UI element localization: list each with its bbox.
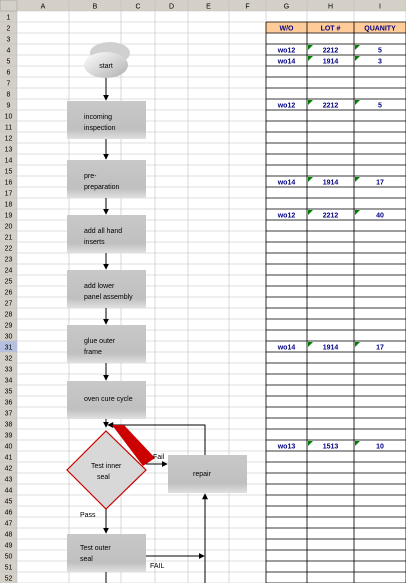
process-label: Test outer <box>80 545 111 552</box>
process-label: oven cure cycle <box>84 396 133 403</box>
cell-indicator-qty <box>355 342 360 347</box>
table-header-1: LOT # <box>320 25 341 33</box>
cell-indicator-lot <box>308 177 313 182</box>
cell-indicator-qty <box>355 210 360 215</box>
cell-indicator-lot <box>308 210 313 215</box>
row-header-39: 39 <box>4 432 13 440</box>
row-header-8: 8 <box>6 91 11 99</box>
row-header-24: 24 <box>4 267 13 275</box>
cell-lot: 2212 <box>322 47 339 55</box>
row-header-25: 25 <box>4 278 13 286</box>
process-box-test-outer[interactable] <box>67 534 146 572</box>
row-header-36: 36 <box>4 399 13 407</box>
row-header-15: 15 <box>4 168 13 176</box>
row-header-46: 46 <box>4 509 13 517</box>
cell-indicator-qty <box>355 177 360 182</box>
row-header-31: 31 <box>4 344 13 352</box>
column-header-A: A <box>40 3 46 11</box>
column-header-I: I <box>379 3 381 11</box>
cell-lot: 1513 <box>322 443 339 451</box>
repair-label: repair <box>193 471 211 478</box>
process-label: pre- <box>84 173 97 180</box>
row-header-13: 13 <box>4 146 13 154</box>
cell-qty: 5 <box>378 47 382 55</box>
row-header-22: 22 <box>4 245 13 253</box>
row-header-43: 43 <box>4 476 13 484</box>
fail-label: Fail <box>153 454 165 461</box>
row-header-20: 20 <box>4 223 13 231</box>
row-header-2: 2 <box>6 25 11 33</box>
process-label: preparation <box>84 184 120 191</box>
decision-label: Test inner <box>91 463 122 470</box>
row-header-6: 6 <box>6 69 11 77</box>
cell-indicator-lot <box>308 342 313 347</box>
process-label: panel assembly <box>84 294 133 301</box>
row-header-14: 14 <box>4 157 13 165</box>
decision-label: seal <box>97 474 110 481</box>
column-header-H: H <box>327 3 334 11</box>
row-header-19: 19 <box>4 212 13 220</box>
row-header-34: 34 <box>4 377 13 385</box>
process-label: inspection <box>84 125 116 132</box>
column-header-D: D <box>168 3 175 11</box>
pass-label: Pass <box>80 512 96 519</box>
process-label: seal <box>80 556 93 563</box>
row-header-32: 32 <box>4 355 13 363</box>
row-header-45: 45 <box>4 498 13 506</box>
select-all-corner[interactable] <box>0 0 17 11</box>
cell-wo: wo12 <box>277 47 296 55</box>
row-header-26: 26 <box>4 289 13 297</box>
row-header-11: 11 <box>4 124 13 132</box>
cell-indicator-lot <box>308 56 313 61</box>
cell-qty: 17 <box>376 344 384 352</box>
start-label: start <box>99 63 113 70</box>
row-header-37: 37 <box>4 410 13 418</box>
cell-qty: 17 <box>376 179 384 187</box>
row-header-38: 38 <box>4 421 13 429</box>
row-header-18: 18 <box>4 201 13 209</box>
row-header-49: 49 <box>4 542 13 550</box>
row-header-9: 9 <box>6 102 11 110</box>
row-header-17: 17 <box>4 190 13 198</box>
cell-lot: 2212 <box>322 102 339 110</box>
cell-wo: wo13 <box>277 443 296 451</box>
row-header-42: 42 <box>4 465 13 473</box>
cell-indicator-qty <box>355 45 360 50</box>
row-header-3: 3 <box>6 36 11 44</box>
table-header-2: QUANITY <box>364 25 396 33</box>
row-header-44: 44 <box>4 487 13 495</box>
column-header-E: E <box>206 3 211 11</box>
process-label: incoming <box>84 114 113 121</box>
cell-indicator-qty <box>355 441 360 446</box>
table-header-0: W/O <box>279 25 294 33</box>
row-header-23: 23 <box>4 256 13 264</box>
row-header-41: 41 <box>4 454 13 462</box>
row-header-12: 12 <box>4 135 13 143</box>
row-header-51: 51 <box>4 564 13 572</box>
row-header-40: 40 <box>4 443 13 451</box>
column-header-C: C <box>135 3 141 11</box>
row-header-50: 50 <box>4 553 13 561</box>
row-header-5: 5 <box>6 58 11 66</box>
cell-qty: 10 <box>376 443 384 451</box>
row-header-47: 47 <box>4 520 13 528</box>
cell-indicator-lot <box>308 100 313 105</box>
row-header-35: 35 <box>4 388 13 396</box>
row-header-4: 4 <box>6 47 11 55</box>
cell-wo: wo14 <box>277 58 296 66</box>
process-label: add all hand <box>84 228 123 235</box>
cell-qty: 40 <box>376 212 384 220</box>
cell-lot: 1914 <box>322 179 339 187</box>
row-header-10: 10 <box>4 113 13 121</box>
cell-qty: 3 <box>378 58 382 66</box>
row-header-52: 52 <box>4 575 13 583</box>
row-header-33: 33 <box>4 366 13 374</box>
row-header-1: 1 <box>6 14 11 22</box>
cell-indicator-lot <box>308 441 313 446</box>
row-header-48: 48 <box>4 531 13 539</box>
cell-wo: wo12 <box>277 102 296 110</box>
cell-indicator-lot <box>308 45 313 50</box>
row-header-29: 29 <box>4 322 13 330</box>
cell-qty: 5 <box>378 102 382 110</box>
cell-wo: wo14 <box>277 344 296 352</box>
cell-indicator-qty <box>355 56 360 61</box>
row-header-27: 27 <box>4 300 13 308</box>
row-header-28: 28 <box>4 311 13 319</box>
row-header-30: 30 <box>4 333 13 341</box>
process-label: inserts <box>84 239 105 246</box>
process-label: frame <box>84 349 102 356</box>
row-header-16: 16 <box>4 179 13 187</box>
row-header-21: 21 <box>4 234 13 242</box>
column-header-G: G <box>283 3 290 11</box>
cell-wo: wo12 <box>277 212 296 220</box>
column-header-B: B <box>92 3 98 11</box>
column-header-F: F <box>245 3 250 11</box>
row-header-7: 7 <box>6 80 11 88</box>
fail2-label: FAIL <box>150 563 165 570</box>
process-label: glue outer <box>84 338 116 345</box>
cell-wo: wo14 <box>277 179 296 187</box>
cell-lot: 1914 <box>322 344 339 352</box>
process-box-pre-preparation[interactable] <box>67 160 146 198</box>
cell-indicator-qty <box>355 100 360 105</box>
cell-lot: 1914 <box>322 58 339 66</box>
column-header-bar <box>0 0 406 11</box>
cell-lot: 2212 <box>322 212 339 220</box>
process-label: add lower <box>84 283 115 290</box>
